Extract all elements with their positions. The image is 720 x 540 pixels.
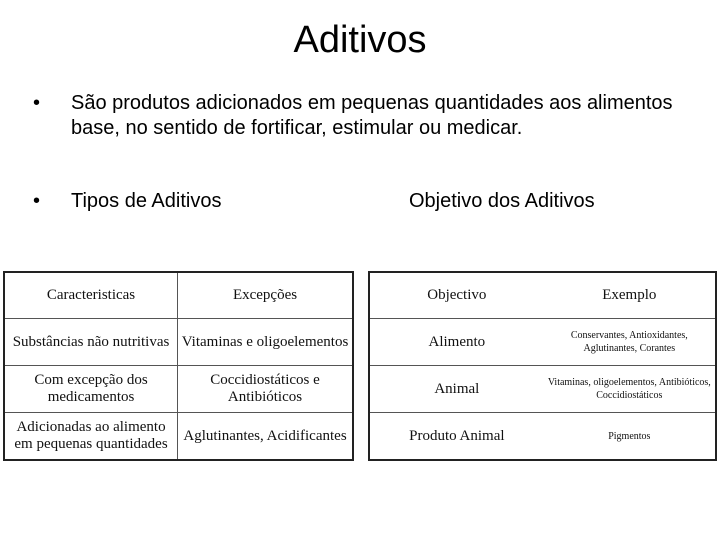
bullet-types-text: Tipos de Aditivos xyxy=(71,190,222,212)
table-cell: Adicionadas ao alimento em pequenas quantidades xyxy=(4,413,178,461)
table-row xyxy=(4,366,353,413)
table-header-cell: Objectivo xyxy=(369,272,544,319)
additive-types-table xyxy=(3,271,354,461)
table-cell: Com excepção dos medicamentos xyxy=(4,366,178,413)
objectives-heading: Objetivo dos Aditivos xyxy=(409,190,595,212)
bullet-dot: • xyxy=(33,92,41,114)
table-header-cell: Exemplo xyxy=(544,272,716,319)
bullet-definition-text: São produtos adicionados em pequenas quantidades aos alimentos base, no sentido de fortificar, estimular ou medicar. xyxy=(71,92,673,139)
table-row xyxy=(4,319,353,366)
table-header-cell: Excepções xyxy=(178,272,353,319)
table-cell: Pigmentos xyxy=(544,413,716,461)
table-cell: Alimento xyxy=(369,319,544,366)
table-header-row xyxy=(369,272,716,319)
table-cell: Vitaminas e oligoelementos xyxy=(178,319,353,366)
table-row xyxy=(369,413,716,461)
table-cell: Animal xyxy=(369,366,544,413)
slide-title: Aditivos xyxy=(293,19,427,61)
table-cell: Aglutinantes, Acidificantes xyxy=(178,413,353,461)
table-cell: Vitaminas, oligoelementos, Antibióticos, Coccidiostáticos xyxy=(544,366,716,413)
table-row xyxy=(369,319,716,366)
table-cell: Produto Animal xyxy=(369,413,544,461)
table-row xyxy=(369,366,716,413)
bullet-dot: • xyxy=(33,190,41,212)
table-header-row xyxy=(4,272,353,319)
table-cell: Substâncias não nutritivas xyxy=(4,319,178,366)
table-cell: Conservantes, Antioxidantes, Aglutinantes, Corantes xyxy=(544,319,716,366)
bullet-types xyxy=(33,189,333,214)
table-row xyxy=(4,413,353,461)
additive-objectives-table xyxy=(368,271,717,461)
bullet-definition xyxy=(33,91,693,141)
table-header-cell: Caracteristicas xyxy=(4,272,178,319)
table-cell: Coccidiostáticos e Antibióticos xyxy=(178,366,353,413)
